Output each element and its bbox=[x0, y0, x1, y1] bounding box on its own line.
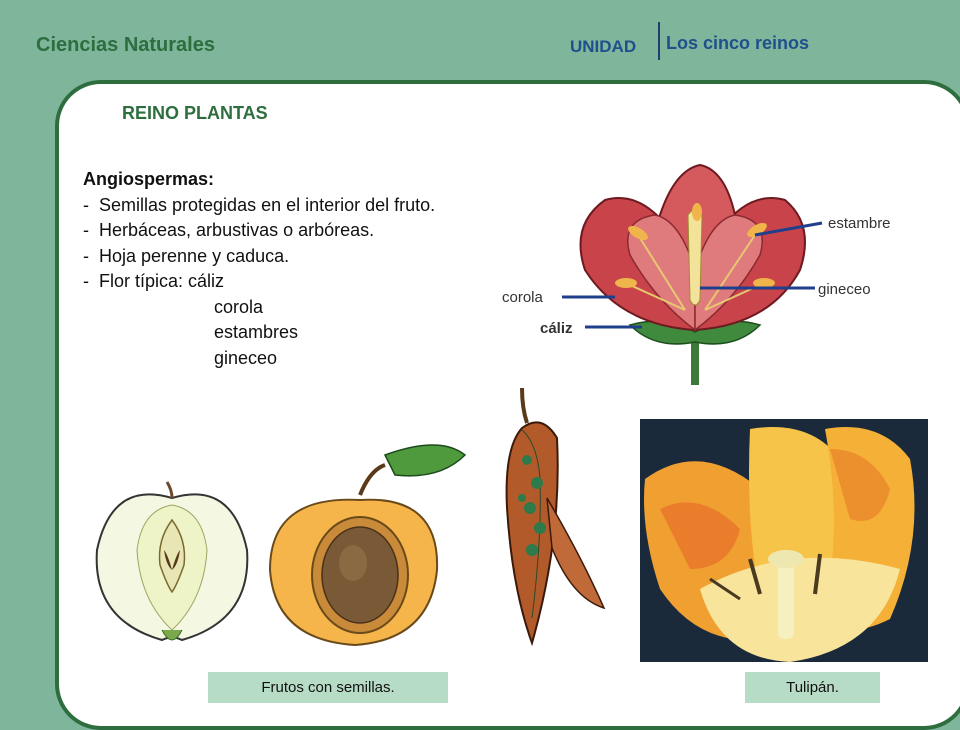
bullet-item: - Flor típica: cáliz bbox=[83, 271, 225, 291]
label-gineceo: gineceo bbox=[818, 281, 871, 298]
tulip-photo bbox=[640, 419, 928, 662]
flower-part-item: gineceo bbox=[214, 347, 278, 368]
label-corola: corola bbox=[502, 289, 543, 306]
flower-part-item: corola bbox=[214, 296, 264, 317]
pea-pod-illustration bbox=[492, 388, 612, 653]
content-text bbox=[83, 167, 435, 371]
flower-part-item: estambres bbox=[214, 322, 299, 342]
caption-fruits: Frutos con semillas. bbox=[208, 672, 448, 703]
caption-tulip: Tulipán. bbox=[745, 672, 880, 703]
header-divider bbox=[658, 22, 660, 60]
bullet-item: - Semillas protegidas en el interior del fruto. bbox=[83, 194, 436, 215]
section-title: REINO PLANTAS bbox=[122, 103, 268, 123]
label-estambre: estambre bbox=[828, 215, 891, 232]
unit-title: Los cinco reinos bbox=[666, 33, 810, 53]
bullet-item: - Herbáceas, arbustivas o arbóreas. bbox=[83, 220, 375, 240]
unit-label: UNIDAD bbox=[570, 37, 637, 56]
bullet-item: - Hoja perenne y caduca. bbox=[83, 245, 290, 266]
label-caliz: cáliz bbox=[540, 320, 573, 337]
flower-diagram bbox=[560, 160, 820, 385]
apple-illustration bbox=[92, 480, 252, 650]
peach-illustration bbox=[265, 435, 470, 655]
content-heading: Angiospermas: bbox=[83, 169, 215, 189]
subject-title: Ciencias Naturales bbox=[36, 34, 215, 56]
